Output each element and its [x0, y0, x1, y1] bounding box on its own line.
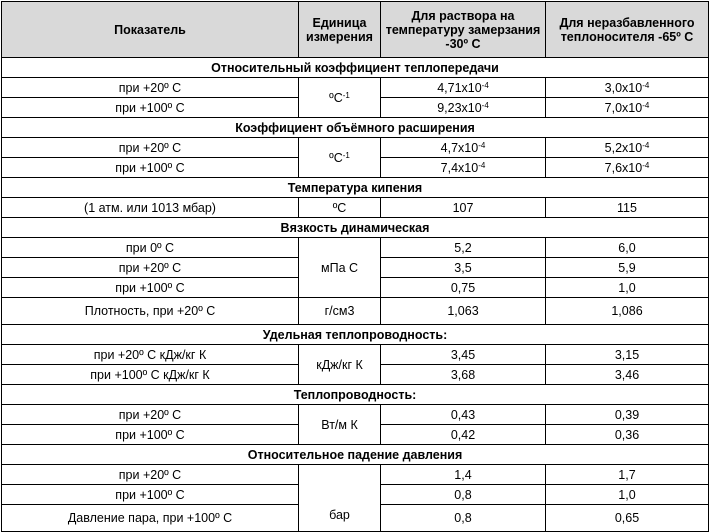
- unit-cell: мПа С: [299, 238, 381, 298]
- row-label: при +100º С: [2, 278, 299, 298]
- value-concentrate: $7,0x10^{-4}$: [546, 98, 709, 118]
- value-concentrate: 1,0: [546, 485, 709, 505]
- section-title-expansion: Коэффициент объёмного расширения: [2, 118, 709, 138]
- table-row: [2, 345, 709, 365]
- section-title-pressure-drop: Относительное падение давления: [2, 445, 709, 465]
- table-row: [2, 138, 709, 158]
- header-row: [2, 2, 709, 58]
- value-solution: 3,5: [381, 258, 546, 278]
- section-row: [2, 218, 709, 238]
- value-concentrate: 1,7: [546, 465, 709, 485]
- unit-cell: ºC: [299, 198, 381, 218]
- section-title-heat-transfer: Относительный коэффициент теплопередачи: [2, 58, 709, 78]
- value-concentrate: 1,086: [546, 298, 709, 325]
- value-solution: 5,2: [381, 238, 546, 258]
- section-title-boiling: Температура кипения: [2, 178, 709, 198]
- section-row: [2, 58, 709, 78]
- value-concentrate: 6,0: [546, 238, 709, 258]
- row-label: при +20º С: [2, 405, 299, 425]
- value-solution: 3,68: [381, 365, 546, 385]
- header-indicator: Показатель: [2, 2, 299, 58]
- value-solution: 0,8: [381, 485, 546, 505]
- header-concentrate: Для неразбавленного теплоносителя -65º С: [546, 2, 709, 58]
- properties-table: [1, 1, 709, 532]
- section-row: [2, 385, 709, 405]
- value-solution: $7,4x10^{-4}$: [381, 158, 546, 178]
- value-concentrate: 3,46: [546, 365, 709, 385]
- header-solution: Для раствора на температуру замерзания -30º С: [381, 2, 546, 58]
- row-label: при +20º С: [2, 138, 299, 158]
- section-title-viscosity: Вязкость динамическая: [2, 218, 709, 238]
- row-label: при +100º С: [2, 158, 299, 178]
- section-title-specific-heat: Удельная теплопроводность:: [2, 325, 709, 345]
- unit-cell: бар: [299, 465, 381, 532]
- value-solution: 0,8: [381, 505, 546, 532]
- value-concentrate: $7,6x10^{-4}$: [546, 158, 709, 178]
- unit-cell: Вт/м К: [299, 405, 381, 445]
- table-row: [2, 465, 709, 485]
- row-label: при +20º С: [2, 78, 299, 98]
- section-row: [2, 178, 709, 198]
- value-concentrate: 3,15: [546, 345, 709, 365]
- table-row: [2, 78, 709, 98]
- value-solution: $9,23x10^{-4}$: [381, 98, 546, 118]
- row-label: Плотность, при +20º С: [2, 298, 299, 325]
- section-row: [2, 445, 709, 465]
- table-row: [2, 298, 709, 325]
- value-concentrate: 115: [546, 198, 709, 218]
- unit-cell: ºC$^{-1}$: [299, 78, 381, 118]
- row-label: при +100º С: [2, 485, 299, 505]
- value-concentrate: 0,65: [546, 505, 709, 532]
- row-label: (1 атм. или 1013 мбар): [2, 198, 299, 218]
- table-row: [2, 405, 709, 425]
- unit-cell: г/см3: [299, 298, 381, 325]
- row-label: при +20º С кДж/кг К: [2, 345, 299, 365]
- value-solution: 0,42: [381, 425, 546, 445]
- section-title-conductivity: Теплопроводность:: [2, 385, 709, 405]
- table-row: [2, 198, 709, 218]
- row-label: при +20º С: [2, 258, 299, 278]
- value-solution: 1,4: [381, 465, 546, 485]
- value-solution: 3,45: [381, 345, 546, 365]
- value-solution: 1,063: [381, 298, 546, 325]
- value-concentrate: $5,2x10^{-4}$: [546, 138, 709, 158]
- row-label: при 0º С: [2, 238, 299, 258]
- value-concentrate: 1,0: [546, 278, 709, 298]
- value-concentrate: 0,36: [546, 425, 709, 445]
- table-row: [2, 238, 709, 258]
- row-label: при +20º С: [2, 465, 299, 485]
- unit-cell: кДж/кг К: [299, 345, 381, 385]
- section-row: [2, 118, 709, 138]
- row-label: Давление пара, при +100º С: [2, 505, 299, 532]
- value-solution: 107: [381, 198, 546, 218]
- value-solution: $4,71x10^{-4}$: [381, 78, 546, 98]
- value-concentrate: 5,9: [546, 258, 709, 278]
- value-concentrate: 0,39: [546, 405, 709, 425]
- value-solution: 0,43: [381, 405, 546, 425]
- section-row: [2, 325, 709, 345]
- row-label: при +100º С кДж/кг К: [2, 365, 299, 385]
- value-concentrate: $3,0x10^{-4}$: [546, 78, 709, 98]
- header-unit: Единица измерения: [299, 2, 381, 58]
- row-label: при +100º С: [2, 98, 299, 118]
- row-label: при +100º С: [2, 425, 299, 445]
- value-solution: $4,7x10^{-4}$: [381, 138, 546, 158]
- value-solution: 0,75: [381, 278, 546, 298]
- unit-cell: ºC$^{-1}$: [299, 138, 381, 178]
